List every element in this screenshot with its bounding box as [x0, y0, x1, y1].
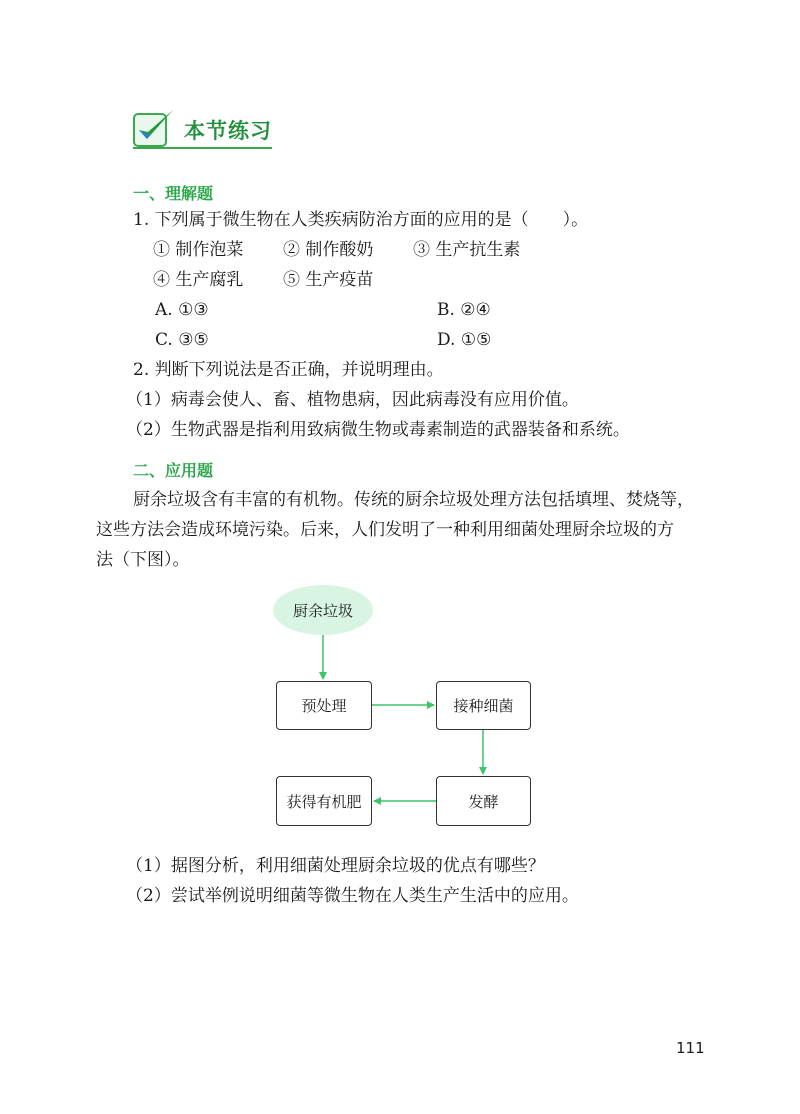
q1-option-d: D. ①⑤ [437, 330, 492, 350]
flow-node-inoculate-bacteria: 接种细菌 [436, 681, 531, 730]
q1-option-b: B. ②④ [437, 300, 491, 320]
q1-item-4: ④ 生产腐乳 [153, 270, 244, 290]
section-title: 本节练习 [184, 119, 272, 143]
checkmark-icon [133, 108, 175, 148]
flow-node-pretreatment: 预处理 [276, 681, 372, 730]
application-question-1: （1）据图分析，利用细菌处理厨余垃圾的优点有哪些？ [126, 856, 545, 876]
paragraph-line-2: 这些方法会造成环境污染。后来，人们发明了一种利用细菌处理厨余垃圾的方 [96, 520, 674, 540]
q1-item-1: ① 制作泡菜 [153, 240, 244, 260]
q2-part-1: （1）病毒会使人、畜、植物患病，因此病毒没有应用价值。 [126, 390, 579, 410]
q2-part-2: （2）生物武器是指利用致病微生物或毒素制造的武器装备和系统。 [126, 420, 630, 440]
q1-item-3: ③ 生产抗生素 [413, 240, 521, 260]
flow-node-organic-fertilizer: 获得有机肥 [276, 776, 372, 826]
page-number: 111 [676, 1039, 705, 1057]
flow-node-fermentation: 发酵 [436, 776, 531, 826]
paragraph-line-1: 厨余垃圾含有丰富的有机物。传统的厨余垃圾处理方法包括填埋、焚烧等， [133, 490, 694, 510]
q1-option-a: A. ①③ [155, 300, 209, 320]
title-underline [133, 147, 272, 149]
paragraph-line-3: 法（下图）。 [96, 550, 190, 570]
q1-item-5: ⑤ 生产疫苗 [283, 270, 374, 290]
question-2-stem: 2. 判断下列说法是否正确，并说明理由。 [133, 360, 444, 380]
section-heading-comprehension: 一、理解题 [133, 184, 214, 203]
q1-item-2: ② 制作酸奶 [283, 240, 374, 260]
application-question-2: （2）尝试举例说明细菌等微生物在人类生产生活中的应用。 [126, 886, 579, 906]
q1-option-c: C. ③⑤ [155, 330, 209, 350]
question-1-stem: 1. 下列属于微生物在人类疾病防治方面的应用的是（ ）。 [133, 210, 589, 230]
section-heading-application: 二、应用题 [133, 461, 214, 480]
flow-node-kitchen-waste: 厨余垃圾 [273, 585, 373, 635]
